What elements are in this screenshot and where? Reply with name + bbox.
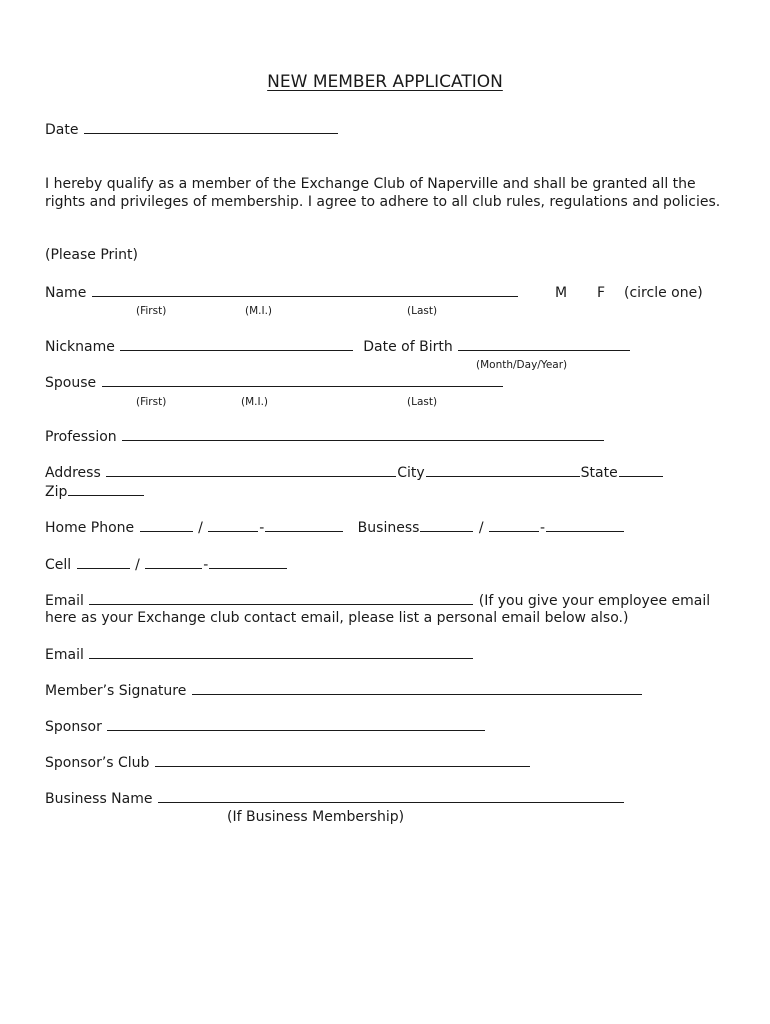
spouse-label: Spouse	[45, 375, 97, 391]
email-row	[45, 591, 710, 610]
cell-prefix[interactable]	[145, 555, 202, 569]
zip-label: Zip	[45, 484, 68, 500]
date-field[interactable]	[84, 120, 338, 134]
signature-field[interactable]	[192, 681, 642, 695]
nickname-label: Nickname	[45, 339, 115, 355]
date-label: Date	[45, 122, 79, 138]
name-sub-first: (First)	[136, 305, 167, 317]
business-phone-slash: /	[478, 520, 484, 536]
state-label: State	[580, 465, 618, 481]
name-field[interactable]	[92, 283, 518, 297]
business-phone-prefix[interactable]	[489, 518, 539, 532]
email-note: (If you give your employee email	[478, 593, 711, 609]
home-phone-line[interactable]	[265, 518, 343, 532]
dob-sub: (Month/Day/Year)	[476, 359, 568, 371]
home-phone-area[interactable]	[140, 518, 193, 532]
address-label: Address	[45, 465, 101, 481]
email2-field[interactable]	[89, 645, 473, 659]
business-phone-area[interactable]	[420, 518, 473, 532]
business-label: Business	[357, 520, 420, 536]
business-phone-line[interactable]	[546, 518, 624, 532]
spouse-sub-mi: (M.I.)	[241, 396, 269, 408]
cell-line[interactable]	[209, 555, 287, 569]
home-phone-label: Home Phone	[45, 520, 135, 536]
cell-slash: /	[135, 557, 140, 573]
name-row	[45, 283, 519, 302]
please-print: (Please Print)	[45, 247, 139, 263]
profession-row	[45, 427, 605, 446]
name-label: Name	[45, 285, 87, 301]
city-field[interactable]	[426, 463, 580, 477]
nickname-field[interactable]	[120, 337, 353, 351]
gender-m[interactable]: M	[555, 285, 568, 301]
email-field[interactable]	[89, 591, 473, 605]
business-phone-dash: -	[540, 520, 546, 536]
profession-label: Profession	[45, 429, 117, 445]
spouse-field[interactable]	[102, 373, 503, 387]
profession-field[interactable]	[122, 427, 604, 441]
spouse-sub-last: (Last)	[407, 396, 438, 408]
circle-one-note: (circle one)	[624, 285, 703, 301]
sponsor-row	[45, 717, 486, 736]
home-phone-prefix[interactable]	[208, 518, 258, 532]
dob-label: Date of Birth	[363, 339, 453, 355]
cell-dash: -	[203, 557, 209, 573]
sponsors-club-label: Sponsor’s Club	[45, 755, 150, 771]
nickname-row	[45, 337, 631, 356]
date-row	[45, 120, 339, 139]
home-phone-slash: /	[198, 520, 203, 536]
dob-field[interactable]	[458, 337, 630, 351]
address-field[interactable]	[106, 463, 396, 477]
form-title	[0, 72, 770, 92]
sponsor-field[interactable]	[107, 717, 485, 731]
business-name-label: Business Name	[45, 791, 153, 807]
form-title-text: NEW MEMBER APPLICATION	[267, 72, 503, 92]
signature-label: Member’s Signature	[45, 683, 187, 699]
intro-paragraph: I hereby qualify as a member of the Exchange Club of Naperville and shall be granted all the rights and privileges of membership. I agree to adhere to all club rules, regulations and policies.	[45, 176, 721, 210]
business-name-sub: (If Business Membership)	[227, 809, 405, 825]
city-label: City	[397, 465, 425, 481]
state-field[interactable]	[619, 463, 663, 477]
cell-row	[45, 555, 288, 574]
name-sub-mi: (M.I.)	[245, 305, 273, 317]
email-label: Email	[45, 593, 84, 609]
address-row	[45, 463, 664, 482]
spouse-row	[45, 373, 504, 392]
sponsors-club-row	[45, 753, 531, 772]
sponsors-club-field[interactable]	[155, 753, 530, 767]
spouse-sub-first: (First)	[136, 396, 167, 408]
zip-field[interactable]	[68, 482, 144, 496]
home-phone-dash: -	[259, 520, 265, 536]
zip-row	[45, 482, 145, 501]
email2-label: Email	[45, 647, 84, 663]
gender-f[interactable]: F	[597, 285, 606, 301]
cell-area[interactable]	[77, 555, 130, 569]
home-phone-row	[45, 518, 625, 537]
signature-row	[45, 681, 643, 700]
business-name-field[interactable]	[158, 789, 624, 803]
business-name-row	[45, 789, 625, 808]
name-sub-last: (Last)	[407, 305, 438, 317]
cell-label: Cell	[45, 557, 72, 573]
sponsor-label: Sponsor	[45, 719, 102, 735]
email2-row	[45, 645, 474, 664]
email-note-2: here as your Exchange club contact email, please list a personal email below also.)	[45, 610, 629, 626]
